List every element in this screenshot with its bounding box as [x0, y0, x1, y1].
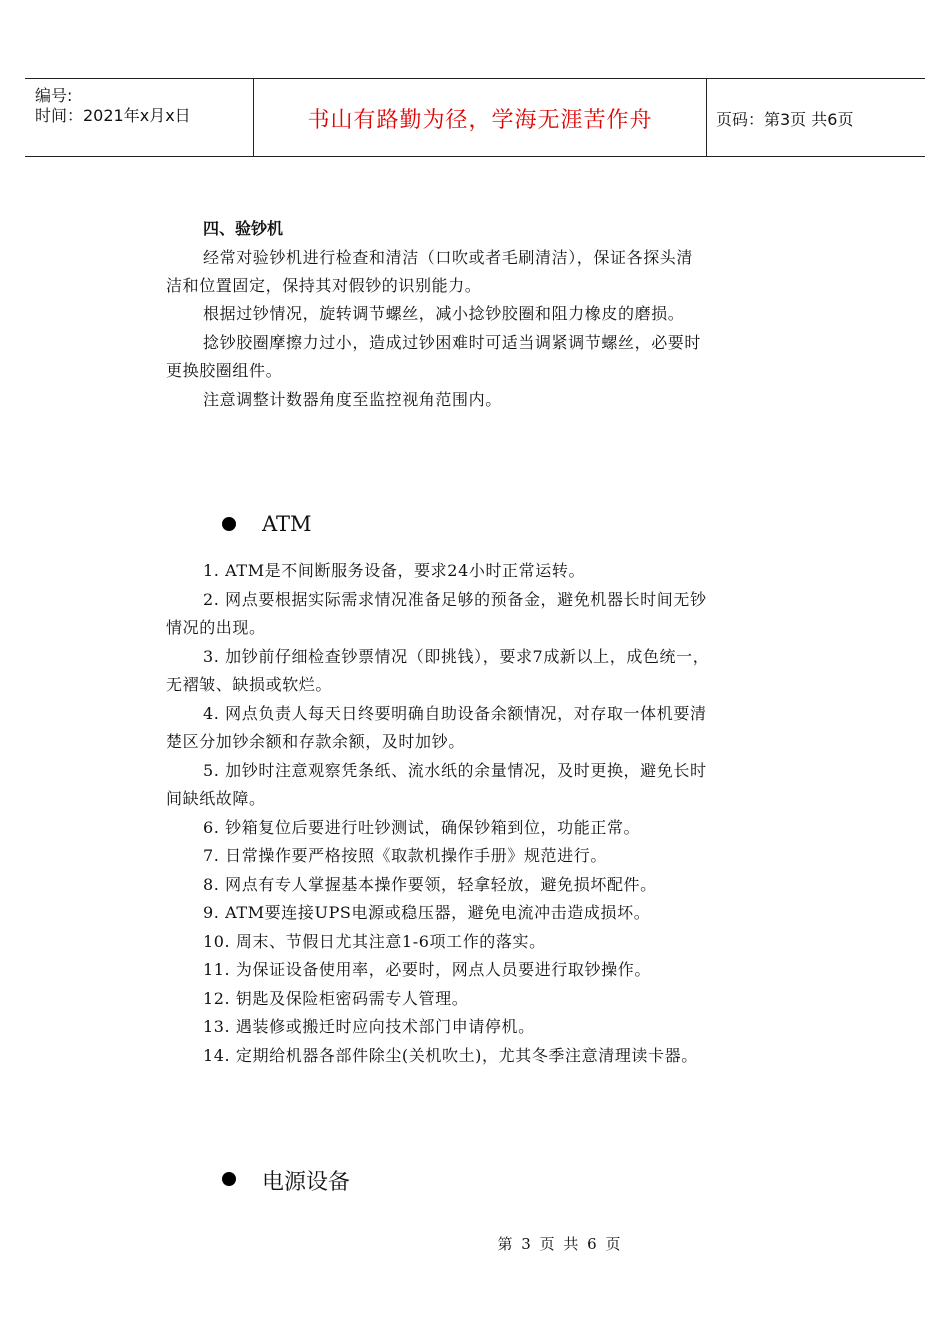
page-info: 页码：第3页 共6页	[716, 110, 854, 129]
page-header	[25, 78, 925, 157]
list-item: 7. 日常操作要严格按照《取款机操作手册》规范进行。	[203, 846, 607, 865]
list-item: 13. 遇装修或搬迁时应向技术部门申请停机。	[203, 1017, 535, 1036]
list-item: 10. 周末、节假日尤其注意1-6项工作的落实。	[203, 932, 546, 951]
list-item: 情况的出现。	[166, 618, 266, 637]
section-title: 电源设备	[262, 1170, 351, 1195]
list-item: 12. 钥匙及保险柜密码需专人管理。	[203, 989, 469, 1008]
bullet-icon	[222, 517, 236, 531]
list-item: 楚区分加钞余额和存款余额，及时加钞。	[166, 732, 465, 751]
header-right-cell	[706, 79, 925, 156]
paragraph-line: 根据过钞情况，旋转调节螺丝，减小捻钞胶圈和阻力橡皮的磨损。	[203, 304, 685, 323]
section-title: ATM	[262, 512, 312, 536]
paragraph-line: 注意调整计数器角度至监控视角范围内。	[203, 390, 502, 409]
list-item: 1. ATM是不间断服务设备，要求24小时正常运转。	[203, 561, 586, 580]
bullet-icon	[222, 1172, 236, 1186]
list-item: 6. 钞箱复位后要进行吐钞测试，确保钞箱到位，功能正常。	[203, 818, 641, 837]
list-item: 5. 加钞时注意观察凭条纸、流水纸的余量情况，及时更换，避免长时	[203, 761, 707, 780]
serial-label: 编号:	[35, 86, 73, 105]
list-item: 8. 网点有专人掌握基本操作要领，轻拿轻放，避免损坏配件。	[203, 875, 657, 894]
header-motto: 书山有路勤为径，学海无涯苦作舟	[307, 108, 653, 133]
page-footer: 第 3 页 共 6 页	[497, 1235, 623, 1253]
list-item: 9. ATM要连接UPS电源或稳压器，避免电流冲击造成损坏。	[203, 903, 651, 922]
list-item: 2. 网点要根据实际需求情况准备足够的预备金，避免机器长时间无钞	[203, 590, 707, 609]
list-item: 3. 加钞前仔细检查钞票情况（即挑钱），要求7成新以上，成色统一，	[203, 647, 710, 666]
paragraph-line: 捻钞胶圈摩擦力过小，造成过钞困难时可适当调紧调节螺丝，必要时	[203, 333, 702, 352]
list-item: 间缺纸故障。	[166, 789, 266, 808]
paragraph-line: 更换胶圈组件。	[166, 361, 283, 380]
list-item: 11. 为保证设备使用率，必要时，网点人员要进行取钞操作。	[203, 960, 651, 979]
paragraph-line: 洁和位置固定，保持其对假钞的识别能力。	[166, 276, 482, 295]
paragraph-line: 经常对验钞机进行检查和清洁（口吹或者毛刷清洁），保证各探头清	[203, 248, 694, 267]
list-item: 4. 网点负责人每天日终要明确自助设备余额情况，对存取一体机要清	[203, 704, 707, 723]
list-item: 无褶皱、缺损或软烂。	[166, 675, 333, 694]
list-item: 14. 定期给机器各部件除尘(关机吹土)，尤其冬季注意清理读卡器。	[203, 1046, 698, 1065]
section-heading: 四、验钞机	[203, 219, 284, 238]
header-motto-cell	[253, 79, 707, 156]
time-label: 时间：2021年x月x日	[35, 106, 191, 125]
header-left-cell	[25, 79, 253, 156]
